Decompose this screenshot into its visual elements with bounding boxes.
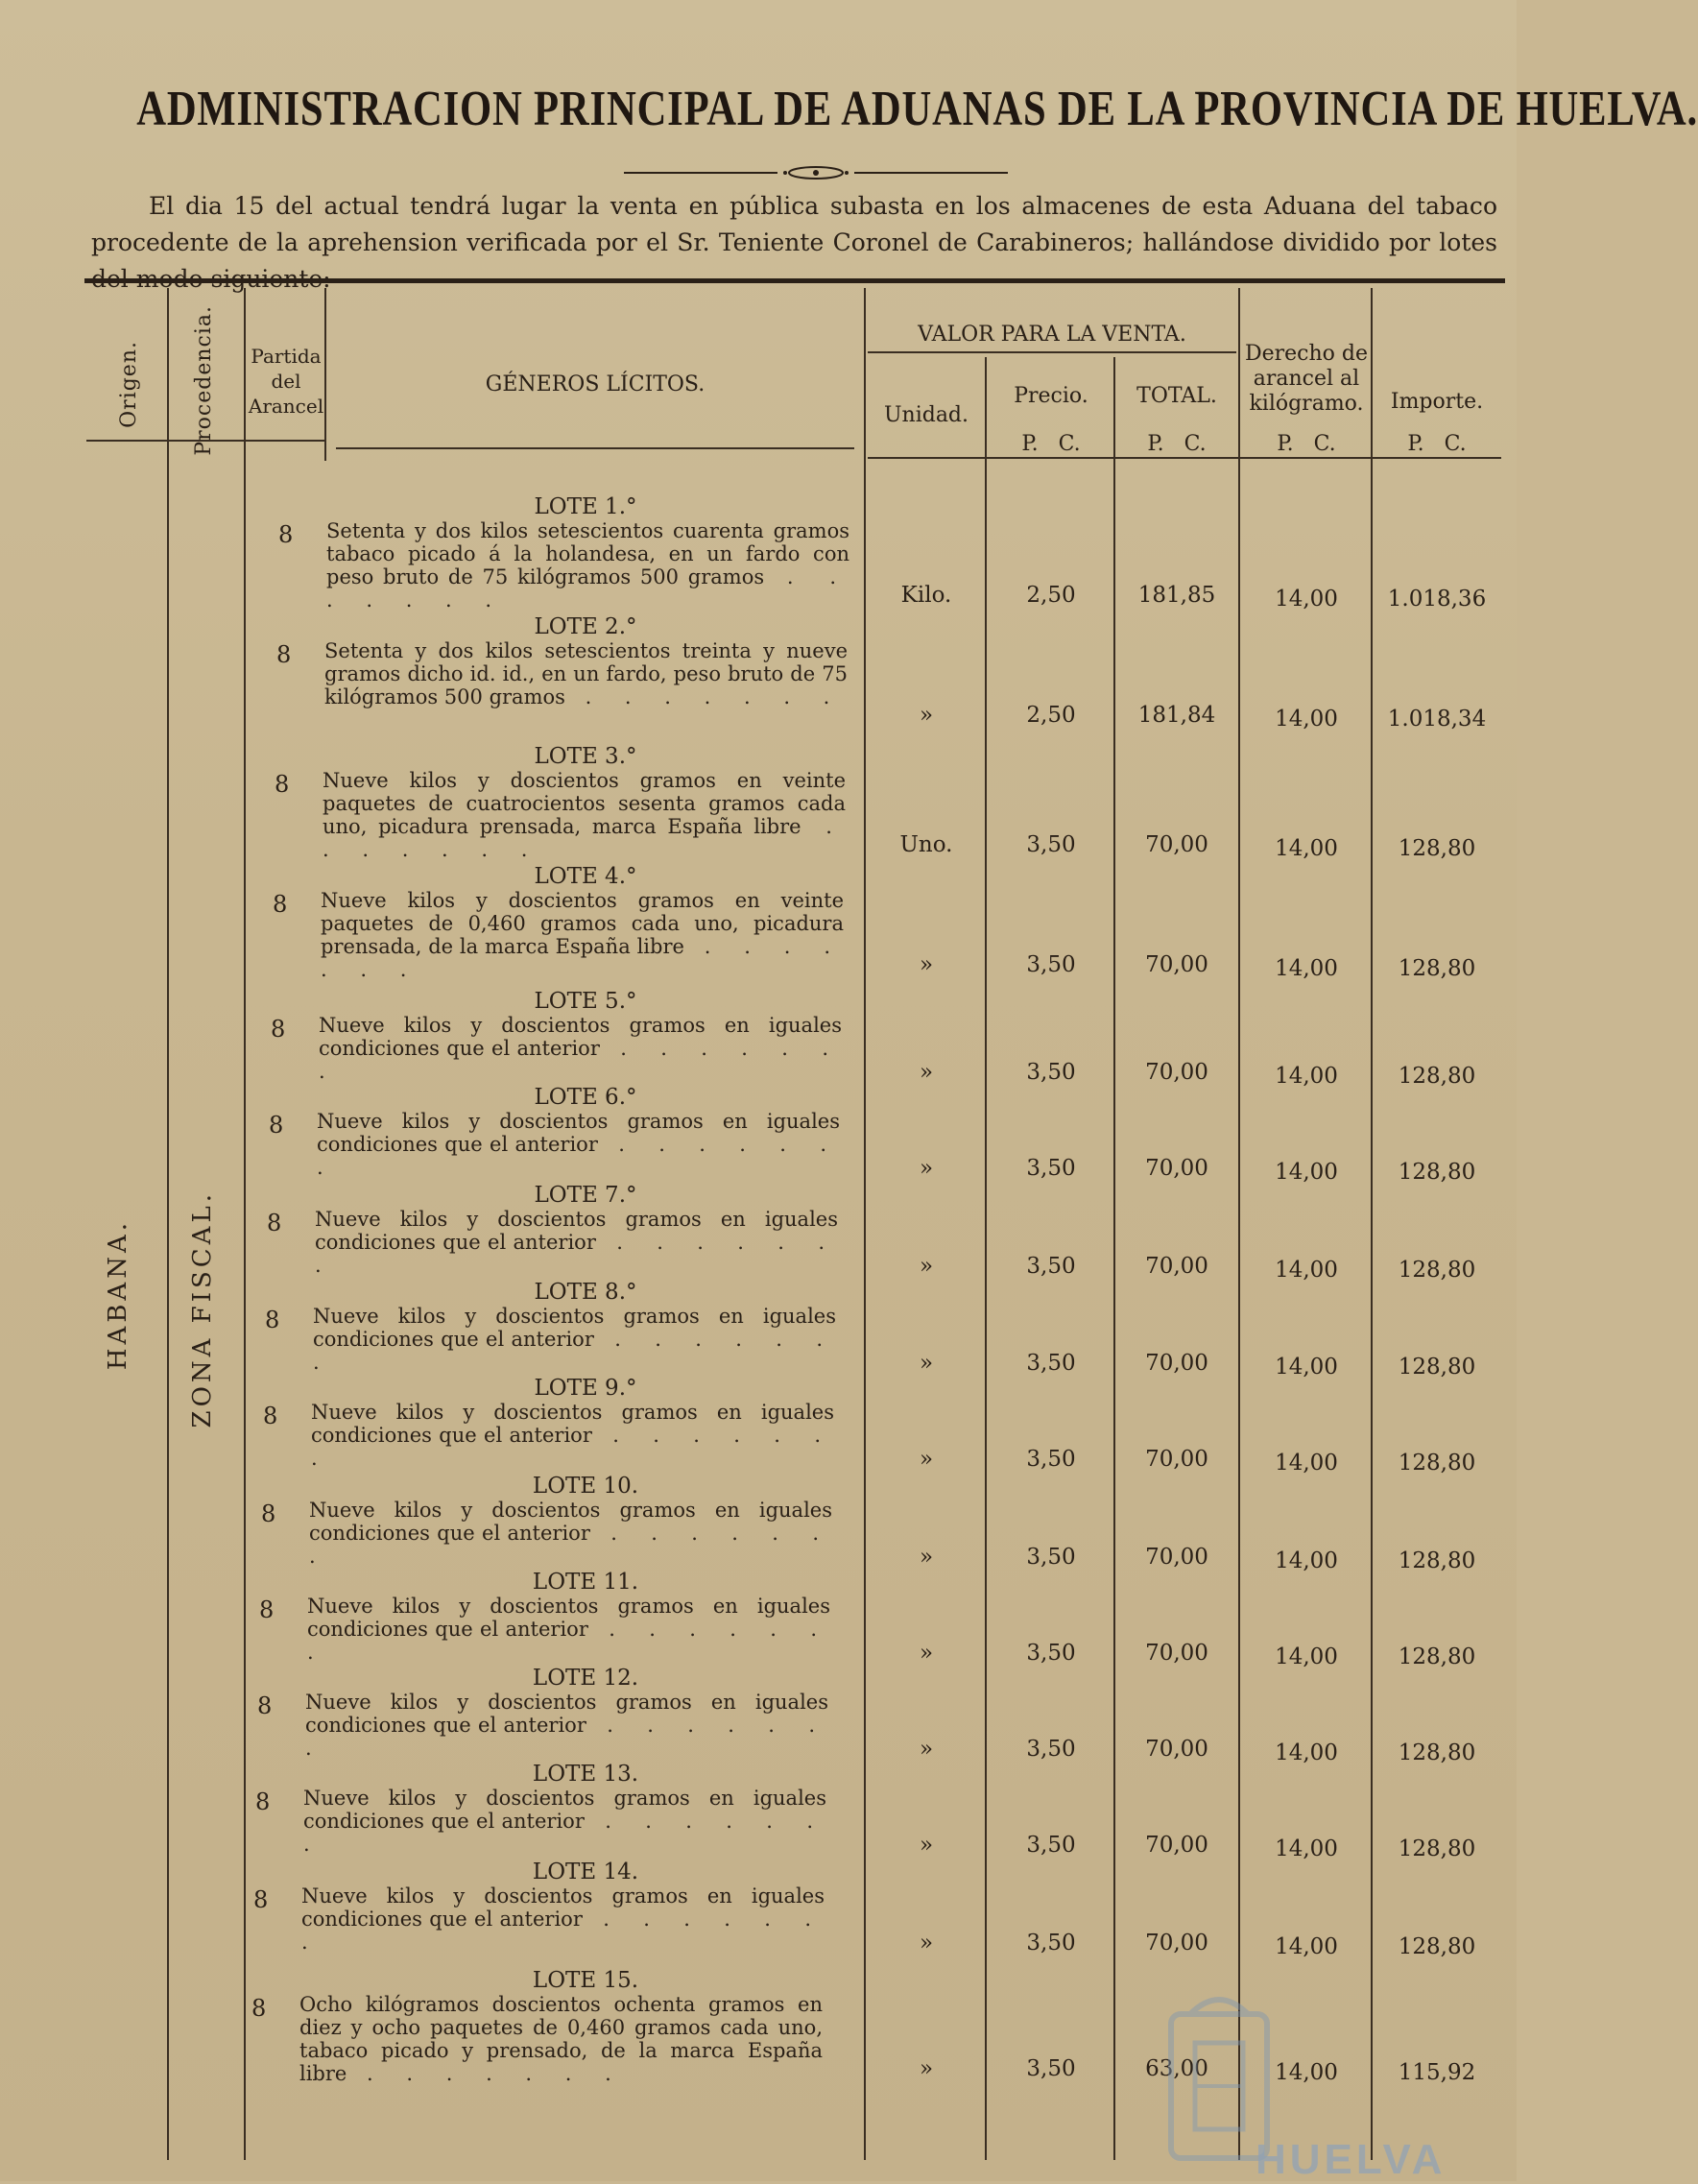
- lot-unidad: »: [919, 1641, 934, 1666]
- lot-title: LOTE 10.: [532, 1474, 639, 1499]
- lot-importe: 128,80: [1398, 1548, 1476, 1573]
- lot-title: LOTE 1.°: [534, 494, 637, 519]
- header-precio: Precio.: [1014, 384, 1088, 408]
- lot-title: LOTE 9.°: [534, 1376, 637, 1401]
- lot-partida: 8: [278, 521, 294, 548]
- leader-dots: . . . . . . .: [307, 1618, 830, 1664]
- lot-precio: 3,50: [1026, 1254, 1076, 1279]
- col-divider: [1238, 288, 1240, 2160]
- col-divider: [864, 288, 866, 2160]
- lot-precio: 3,50: [1026, 952, 1076, 977]
- lot-title: LOTE 3.°: [534, 744, 637, 769]
- lot-derecho: 14,00: [1275, 1160, 1338, 1185]
- lot-importe: 128,80: [1398, 1160, 1476, 1185]
- lot-importe: 115,92: [1398, 2060, 1476, 2085]
- lot-title: LOTE 2.°: [534, 614, 637, 639]
- leader-dots: . . . . . . .: [317, 1133, 840, 1179]
- table-top-rule: [84, 278, 1505, 283]
- lot-importe: 128,80: [1398, 1644, 1476, 1669]
- lot-partida: 8: [276, 641, 292, 668]
- lot-total: 70,00: [1145, 1931, 1208, 1956]
- side-origen: HABANA.: [104, 1219, 132, 1371]
- lot-description: Nueve kilos y doscientos gramos en iguales condiciones que el anterior . . . . . . .: [315, 1208, 838, 1277]
- lot-derecho: 14,00: [1275, 707, 1338, 732]
- lot-title: LOTE 7.°: [534, 1183, 637, 1208]
- header-derecho: Derecho de arancel al kilógramo.: [1244, 342, 1369, 416]
- lot-derecho: 14,00: [1275, 1644, 1338, 1669]
- header-partida: Partida del Arancel: [248, 345, 324, 418]
- header-total: TOTAL.: [1136, 384, 1217, 408]
- header-procedencia: Procedencia.: [192, 305, 216, 456]
- document-title: ADMINISTRACION PRINCIPAL DE ADUANAS DE LA PROVINCIA DE HUELVA.: [136, 82, 1698, 136]
- lot-description: Nueve kilos y doscientos gramos en iguales condiciones que el anterior . . . . . . .: [313, 1305, 836, 1374]
- leader-dots: . . . . . . .: [309, 1522, 832, 1568]
- leader-dots: . . . . . . .: [323, 815, 846, 861]
- lot-partida: 8: [255, 1788, 271, 1815]
- lot-derecho: 14,00: [1275, 587, 1338, 612]
- header-pc-precio: P. C.: [1021, 432, 1081, 456]
- lot-total: 70,00: [1145, 1060, 1208, 1085]
- lot-derecho: 14,00: [1275, 956, 1338, 981]
- lot-unidad: »: [919, 1060, 934, 1085]
- lot-importe: 128,80: [1398, 956, 1476, 981]
- leader-dots: . . . . . . .: [319, 1037, 842, 1083]
- lot-total: 63,00: [1145, 2056, 1208, 2081]
- lot-title: LOTE 5.°: [534, 989, 637, 1014]
- lot-partida: 8: [251, 1995, 267, 2022]
- lot-importe: 1.018,34: [1387, 707, 1487, 732]
- lot-importe: 128,80: [1398, 1064, 1476, 1089]
- lot-partida: 8: [273, 891, 288, 918]
- lot-total: 70,00: [1145, 1641, 1208, 1666]
- ornament-divider: [624, 163, 1008, 182]
- lot-title: LOTE 6.°: [534, 1085, 637, 1110]
- lot-total: 70,00: [1145, 1351, 1208, 1376]
- lot-derecho: 14,00: [1275, 1064, 1338, 1089]
- lot-title: LOTE 15.: [532, 1968, 639, 1993]
- lot-precio: 2,50: [1026, 583, 1076, 608]
- lot-precio: 3,50: [1026, 1833, 1076, 1858]
- lot-description: Setenta y dos kilos setescientos treinta y nueve gramos dicho id. id., en un fardo, peso bruto de 75 kilógramos 500 gramos . . . . . . .: [324, 639, 848, 708]
- side-procedencia: ZONA FISCAL.: [188, 1190, 217, 1428]
- lot-derecho: 14,00: [1275, 1451, 1338, 1476]
- lot-description: Nueve kilos y doscientos gramos en iguales condiciones que el anterior . . . . . . .: [309, 1499, 832, 1568]
- header-origen: Origen.: [117, 341, 141, 428]
- lot-importe: 128,80: [1398, 1258, 1476, 1283]
- leader-dots: . . . . . . .: [305, 1714, 828, 1760]
- lot-derecho: 14,00: [1275, 1934, 1338, 1959]
- col-divider: [985, 357, 987, 2160]
- lot-unidad: »: [919, 1351, 934, 1376]
- lot-unidad: »: [919, 703, 934, 728]
- lot-unidad: »: [919, 1447, 934, 1472]
- lot-importe: 128,80: [1398, 1355, 1476, 1380]
- lot-partida: 8: [253, 1886, 269, 1913]
- lot-precio: 3,50: [1026, 832, 1076, 857]
- col-divider: [1371, 288, 1373, 2160]
- leader-dots: . . . . . . .: [315, 1231, 838, 1277]
- lot-unidad: »: [919, 1254, 934, 1279]
- lot-unidad: »: [919, 952, 934, 977]
- lot-description: Nueve kilos y doscientos gramos en iguales condiciones que el anterior . . . . . . .: [307, 1595, 830, 1664]
- lot-derecho: 14,00: [1275, 1836, 1338, 1861]
- lot-partida: 8: [275, 771, 290, 798]
- header-generos: GÉNEROS LÍCITOS.: [485, 372, 706, 396]
- lot-precio: 3,50: [1026, 1156, 1076, 1181]
- lot-unidad: »: [919, 1737, 934, 1762]
- lot-partida: 8: [267, 1210, 282, 1236]
- lot-precio: 3,50: [1026, 1737, 1076, 1762]
- lot-unidad: »: [919, 1931, 934, 1956]
- lot-title: LOTE 13.: [532, 1762, 639, 1787]
- lot-derecho: 14,00: [1275, 836, 1338, 861]
- header-unidad: Unidad.: [883, 403, 969, 427]
- lot-importe: 128,80: [1398, 1740, 1476, 1765]
- lot-unidad: »: [919, 2056, 934, 2081]
- lot-importe: 1.018,36: [1387, 587, 1487, 612]
- lot-unidad: »: [919, 1833, 934, 1858]
- lot-derecho: 14,00: [1275, 1548, 1338, 1573]
- lot-precio: 3,50: [1026, 2056, 1076, 2081]
- lot-importe: 128,80: [1398, 1836, 1476, 1861]
- lot-description: Nueve kilos y doscientos gramos en veinte paquetes de 0,460 gramos cada uno, picadura prensada, de la marca España libre . . . . . . .: [321, 889, 845, 981]
- lot-title: LOTE 4.°: [534, 864, 637, 889]
- lot-description: Nueve kilos y doscientos gramos en veinte paquetes de cuatrocientos sesenta gramos cada uno, picadura prensada, marca España libre . . . . . . .: [323, 769, 846, 861]
- lot-title: LOTE 14.: [532, 1860, 639, 1884]
- col-divider: [167, 288, 169, 2160]
- lot-total: 70,00: [1145, 832, 1208, 857]
- lot-description: Setenta y dos kilos setescientos cuarenta gramos tabaco picado á la holandesa, en un fardo con peso bruto de 75 kilógramos 500 gramos . . . . . . .: [326, 519, 850, 612]
- lot-description: Nueve kilos y doscientos gramos en iguales condiciones que el anterior . . . . . . .: [317, 1110, 840, 1179]
- lot-total: 70,00: [1145, 1833, 1208, 1858]
- lot-total: 70,00: [1145, 952, 1208, 977]
- header-pc-derecho: P. C.: [1277, 432, 1336, 456]
- lot-description: Nueve kilos y doscientos gramos en iguales condiciones que el anterior . . . . . . .: [305, 1691, 828, 1760]
- header-rule: [868, 457, 1501, 459]
- lot-description: Nueve kilos y doscientos gramos en iguales condiciones que el anterior . . . . . . .: [311, 1401, 834, 1470]
- leader-dots: . . . . . . .: [321, 935, 845, 981]
- lot-importe: 128,80: [1398, 836, 1476, 861]
- lot-precio: 3,50: [1026, 1545, 1076, 1570]
- lot-precio: 3,50: [1026, 1060, 1076, 1085]
- lot-partida: 8: [257, 1692, 273, 1719]
- lot-description: Nueve kilos y doscientos gramos en iguales condiciones que el anterior . . . . . . .: [319, 1014, 842, 1083]
- leader-dots: . . . . . . .: [347, 2062, 625, 2085]
- lot-description: Nueve kilos y doscientos gramos en iguales condiciones que el anterior . . . . . . .: [303, 1787, 826, 1856]
- leader-dots: . . . . . . .: [313, 1328, 836, 1374]
- header-rule: [336, 447, 854, 449]
- leader-dots: . . . . . . .: [301, 1908, 825, 1954]
- lot-title: LOTE 12.: [532, 1666, 639, 1691]
- lot-precio: 3,50: [1026, 1641, 1076, 1666]
- lot-importe: 128,80: [1398, 1934, 1476, 1959]
- lot-total: 181,84: [1137, 703, 1216, 728]
- header-pc-total: P. C.: [1147, 432, 1207, 456]
- col-divider: [244, 288, 246, 2160]
- lot-derecho: 14,00: [1275, 1740, 1338, 1765]
- lot-partida: 8: [269, 1112, 284, 1139]
- lot-description: Nueve kilos y doscientos gramos en iguales condiciones que el anterior . . . . . . .: [301, 1884, 825, 1954]
- lot-unidad: »: [919, 1545, 934, 1570]
- lot-unidad: Kilo.: [900, 583, 952, 608]
- leader-dots: . . . . . . .: [326, 565, 850, 612]
- lot-total: 181,85: [1137, 583, 1216, 608]
- header-pc-importe: P. C.: [1407, 432, 1467, 456]
- intro-paragraph: El dia 15 del actual tendrá lugar la venta en pública subasta en los almacenes de esta Aduana del tabaco procedente de la aprehension verificada por el Sr. Teniente Coronel de Carabineros; hallándose dividido por lotes: [91, 192, 1497, 256]
- leader-dots: . . . . . . .: [311, 1424, 834, 1470]
- lot-partida: 8: [271, 1016, 286, 1043]
- lot-partida: 8: [261, 1500, 276, 1527]
- lot-derecho: 14,00: [1275, 1355, 1338, 1380]
- lot-title: LOTE 11.: [532, 1570, 639, 1595]
- lot-derecho: 14,00: [1275, 1258, 1338, 1283]
- lot-importe: 128,80: [1398, 1451, 1476, 1476]
- header-rule: [868, 351, 1236, 353]
- lot-total: 70,00: [1145, 1156, 1208, 1181]
- lot-unidad: Uno.: [899, 832, 953, 857]
- lot-partida: 8: [263, 1403, 278, 1429]
- leader-dots: . . . . . . .: [303, 1810, 826, 1856]
- lot-total: 70,00: [1145, 1737, 1208, 1762]
- lot-precio: 3,50: [1026, 1351, 1076, 1376]
- lot-description: Ocho kilógramos doscientos ochenta gramos en diez y ocho paquetes de 0,460 gramos cada uno, tabaco picado y prensado, de la marca España libre . . . . . . .: [299, 1993, 823, 2085]
- lot-derecho: 14,00: [1275, 2060, 1338, 2085]
- huelva-watermark: HUELVA: [1256, 2136, 1447, 2183]
- lot-precio: 3,50: [1026, 1447, 1076, 1472]
- lot-partida: 8: [265, 1307, 280, 1333]
- lot-unidad: »: [919, 1156, 934, 1181]
- lot-total: 70,00: [1145, 1447, 1208, 1472]
- lot-partida: 8: [259, 1596, 275, 1623]
- lot-total: 70,00: [1145, 1545, 1208, 1570]
- header-valor: VALOR PARA LA VENTA.: [918, 323, 1186, 347]
- leader-dots: . . . . . . .: [564, 685, 844, 708]
- lot-title: LOTE 8.°: [534, 1280, 637, 1305]
- lot-total: 70,00: [1145, 1254, 1208, 1279]
- header-importe: Importe.: [1390, 390, 1484, 414]
- lot-precio: 3,50: [1026, 1931, 1076, 1956]
- lot-precio: 2,50: [1026, 703, 1076, 728]
